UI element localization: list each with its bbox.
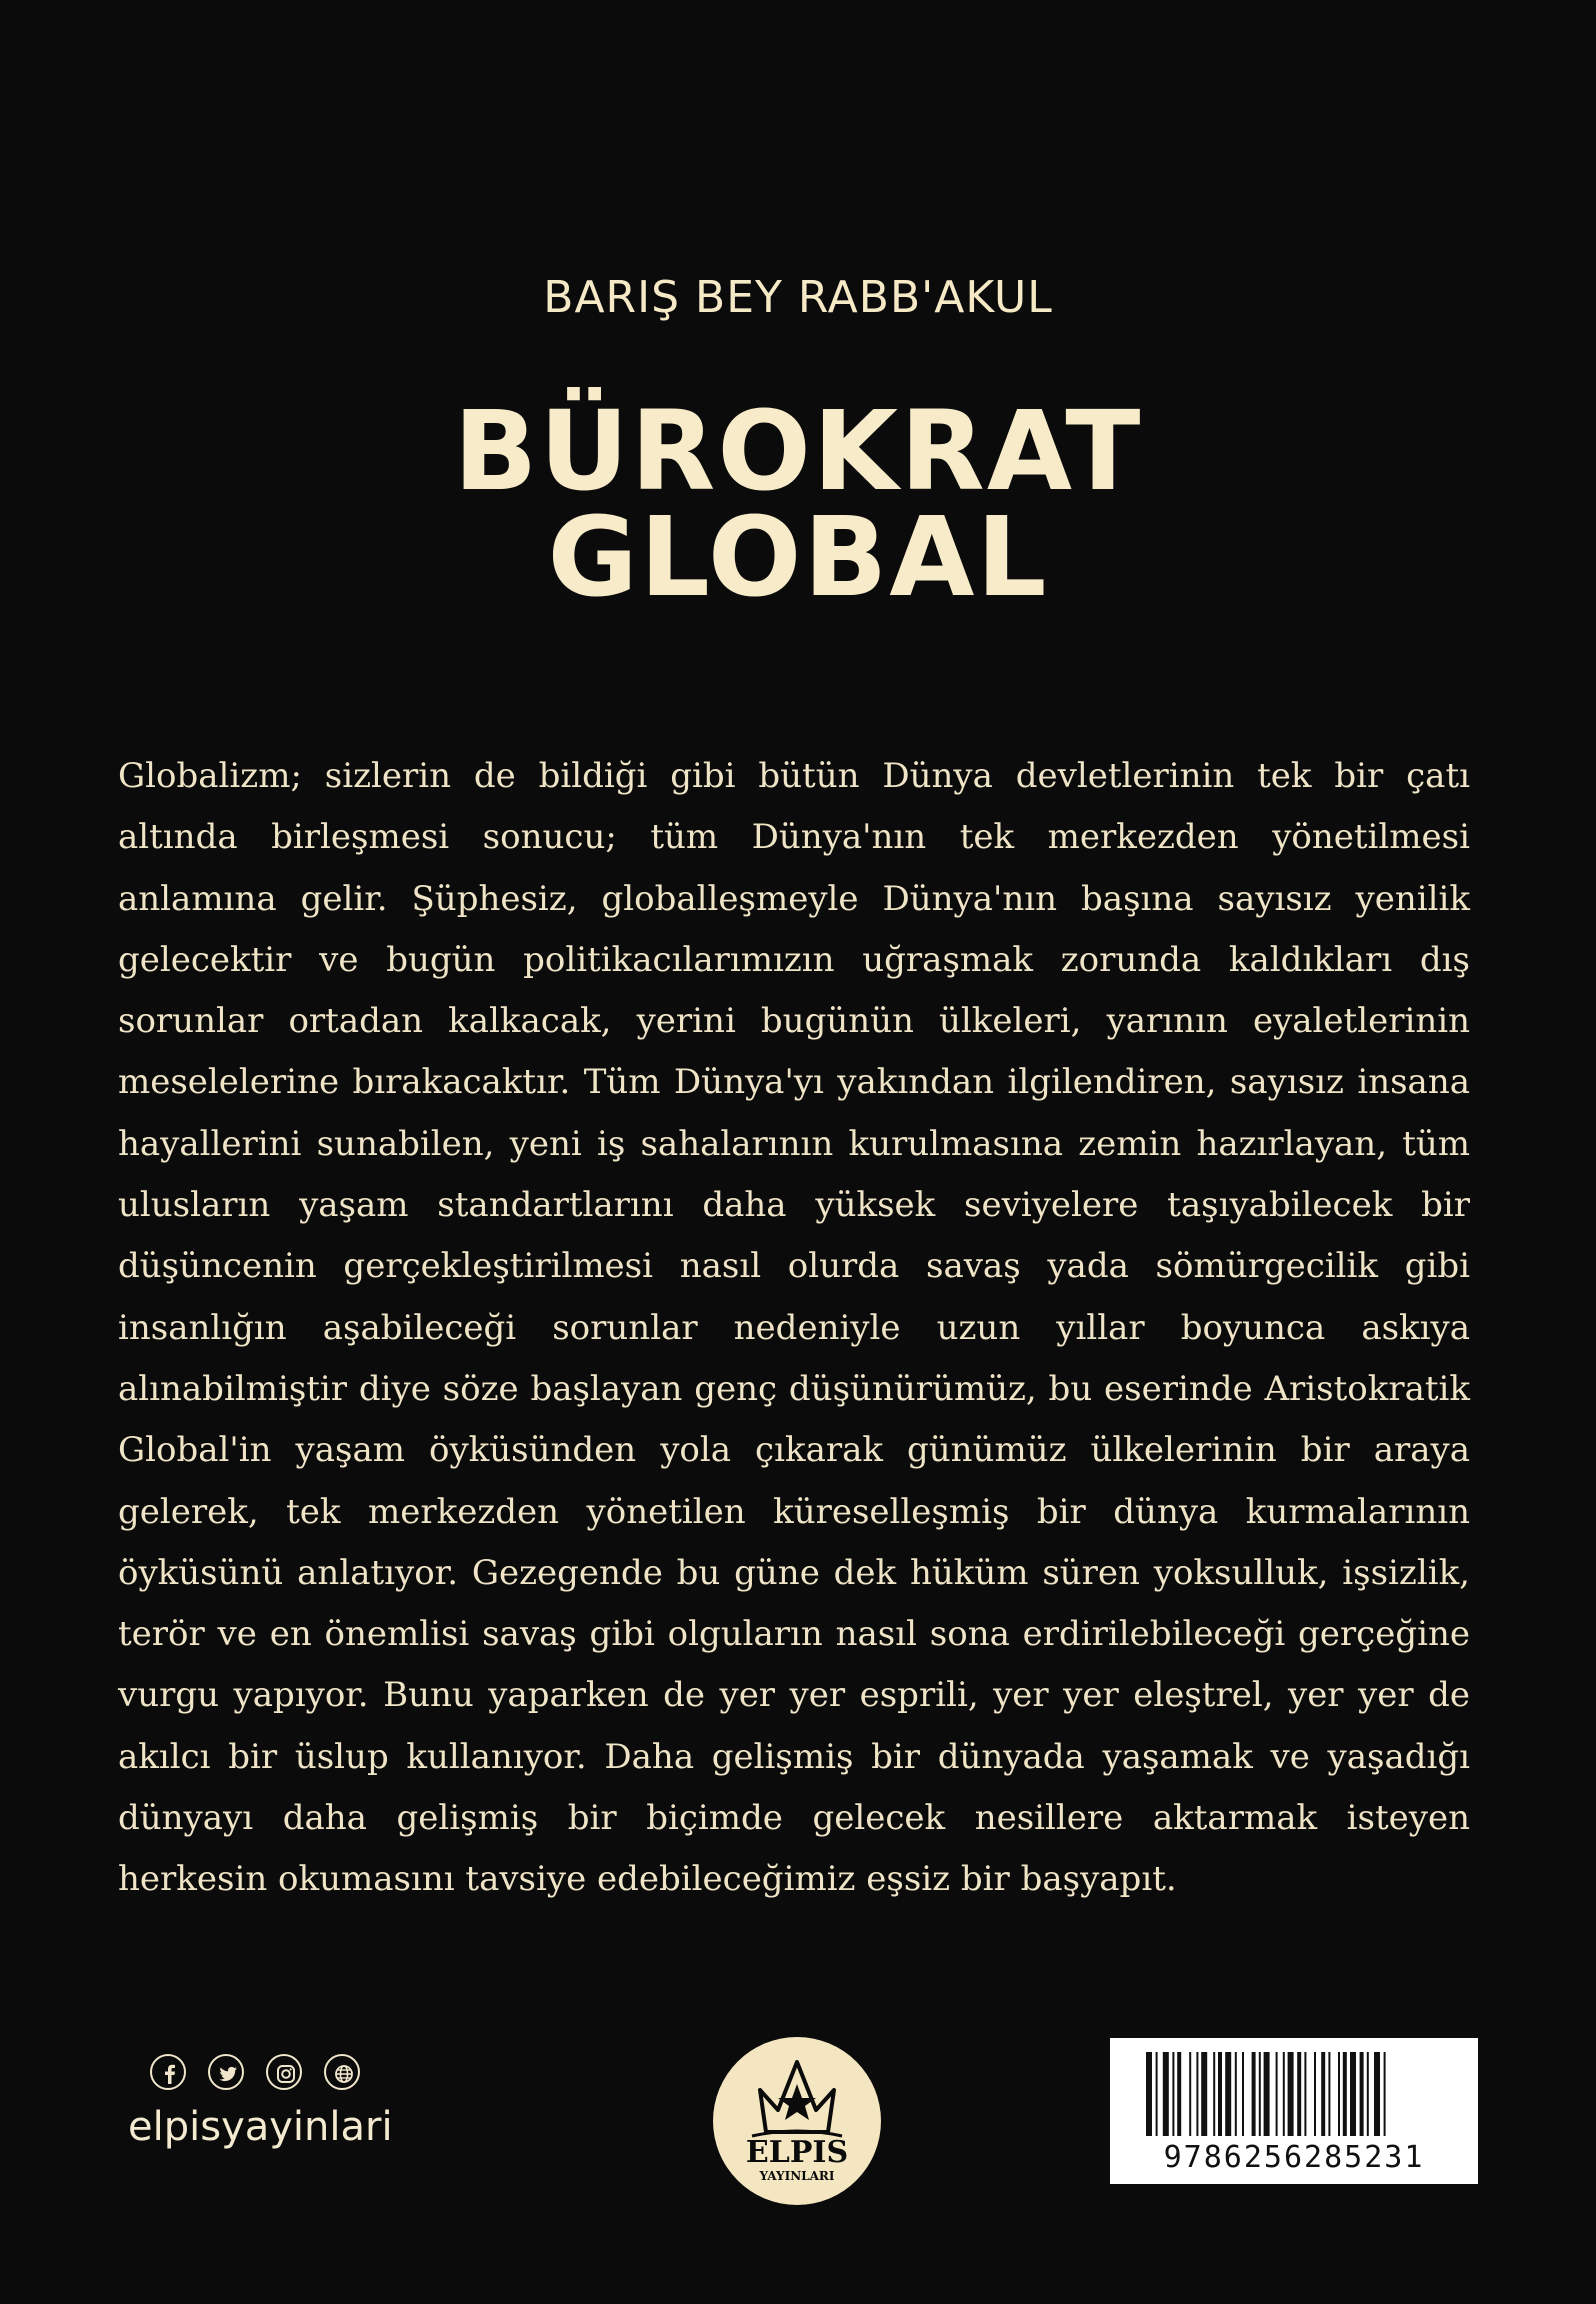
- barcode-bar: [1304, 2052, 1306, 2136]
- barcode-bar: [1374, 2052, 1380, 2136]
- barcode-bar: [1264, 2052, 1270, 2136]
- publisher-logo-name: ELPIS: [745, 2135, 849, 2170]
- publisher-logo-subtitle: YAYINLARI: [759, 2169, 835, 2183]
- barcode-bar: [1360, 2052, 1364, 2136]
- barcode-bar: [1242, 2052, 1244, 2136]
- barcode-bar: [1189, 2052, 1191, 2136]
- barcode-bar: [1384, 2052, 1386, 2136]
- isbn-barcode: [1110, 2038, 1478, 2184]
- book-title-line-2: GLOBAL: [547, 493, 1049, 621]
- barcode-bar: [1252, 2052, 1256, 2136]
- barcode-bar: [1213, 2052, 1215, 2136]
- publisher-logo: [712, 2036, 882, 2206]
- barcode-bar: [1276, 2052, 1278, 2136]
- back-cover-blurb: Globalizm; sizlerin de bildiği gibi bütün Dünya devletlerinin tek bir çatı altında birleşmesi sonucu; tüm Dünya'nın tek merkezden yönetilmesi anlamına gelir. Şüphesiz, globalleşmeyle Dünya'nın başına sayısız yenilik gelecektir ve bugün politikacılarımızın uğraşmak zorunda kaldıkları dış sorunlar ortadan kalkacak, yerini bugünün ülkeleri, yarının eyaletlerinin meselelerine bırakacaktır. Tüm Dünya'yı yakından ilgilendiren, sayısız insana hayallerini sunabilen, yeni iş sahalarının kurulmasına zemin hazırlayan, tüm ulusların yaşam standartlarını daha yüksek seviyelere taşıyabilecek bir düşüncenin gerçekleştirilmesi nasıl olurda savaş yada sömürgecilik gibi insanlığın aşabileceği sorunlar nedeniyle uzun yıllar boyunca askıya alınabilmiştir diye söze başlayan genç düşünürümüz, bu eserinde Aristokratik Global'in yaşam öyküsünden yola çıkarak günümüz ülkelerinin bir araya gelerek, tek merkezden yönetilen küreselleşmiş bir dünya kurmalarının öyküsünü anlatıyor. Gezegende bu güne dek hüküm süren yoksulluk, işsizlik, terör ve en önemlisi savaş gibi olguların nasıl sona erdirilebileceği gerçeğine vurgu yapıyor. Bunu yaparken de yer yer esprili, yer yer eleştrel, yer yer de akılcı bir üslup kullanıyor. Daha gelişmiş bir dünyada yaşamak ve yaşadığı dünyayı daha gelişmiş bir biçimde gelecek nesillere aktarmak isteyen herkesin okumasını tavsiye edebileceğimiz eşsiz bir başyapıt.: [118, 756, 1470, 1900]
- barcode-bar: [1163, 2052, 1169, 2136]
- author-name: BARIŞ BEY RABB'AKUL: [543, 272, 1053, 323]
- barcode-bar: [1297, 2052, 1301, 2136]
- barcode-bar: [1259, 2052, 1261, 2136]
- barcode-bar: [1201, 2052, 1207, 2136]
- barcode-bar: [1350, 2052, 1356, 2136]
- barcode-bar: [1367, 2052, 1369, 2136]
- barcode-bar: [1196, 2052, 1198, 2136]
- isbn-number: 9786256285231: [1163, 2140, 1425, 2175]
- barcode-bar: [1338, 2052, 1340, 2136]
- barcode-bar: [1146, 2052, 1152, 2136]
- barcode-bar: [1172, 2052, 1174, 2136]
- book-title-line-1: BÜROKRAT: [453, 387, 1143, 515]
- publisher-handle: elpisyayinlari: [128, 2104, 393, 2150]
- barcode-bar: [1156, 2052, 1158, 2136]
- instagram-icon: [266, 2054, 302, 2090]
- book-title: [0, 387, 1596, 621]
- barcode-bar: [1283, 2052, 1285, 2136]
- barcode-bar: [1218, 2052, 1222, 2136]
- globe-icon: [324, 2054, 360, 2090]
- barcode-bar: [1177, 2052, 1181, 2136]
- facebook-icon: [150, 2054, 186, 2090]
- barcode-bar: [1235, 2052, 1237, 2136]
- barcode-bar: [1321, 2052, 1325, 2136]
- barcode-bar: [1288, 2052, 1294, 2136]
- barcode-bar: [1314, 2052, 1316, 2136]
- barcode-bar: [1328, 2052, 1330, 2136]
- barcode-bar: [1343, 2052, 1347, 2136]
- social-icons: [150, 2054, 410, 2094]
- twitter-icon: [208, 2054, 244, 2090]
- barcode-bar: [1225, 2052, 1231, 2136]
